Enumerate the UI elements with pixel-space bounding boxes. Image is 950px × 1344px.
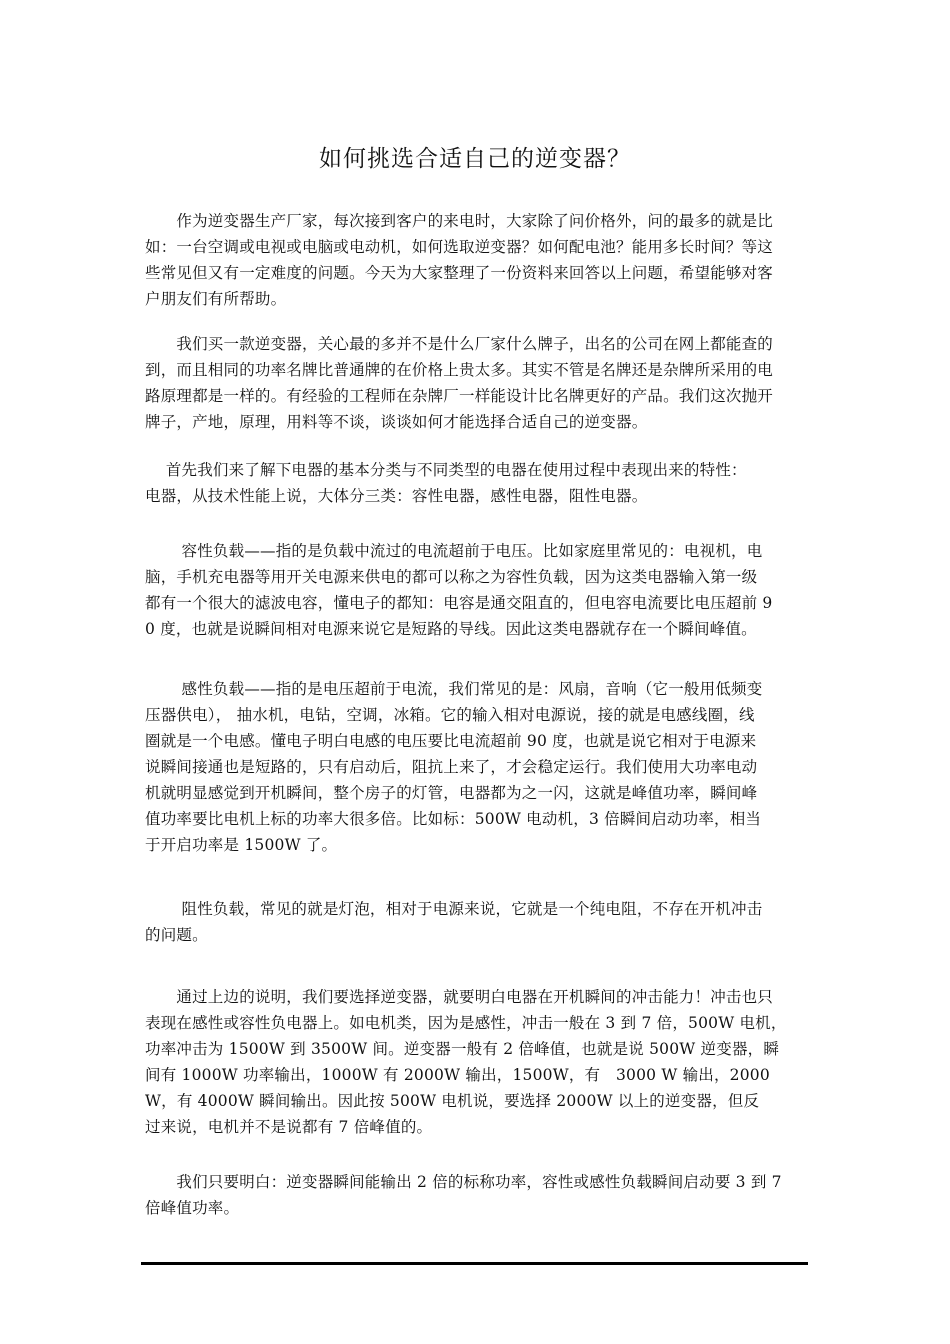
text-line: 倍峰值功率。 <box>145 1199 240 1217</box>
paragraph-capacitive-load <box>145 538 808 642</box>
text-line: 说瞬间接通也是短路的，只有启动后，阻抗上来了，才会稳定运行。我们使用大功率电动 <box>145 758 758 776</box>
text-line: 户朋友们有所帮助。 <box>145 290 287 308</box>
paragraph-inductive-load <box>145 676 808 858</box>
paragraph-intro <box>145 208 808 312</box>
text-line: 路原理都是一样的。有经验的工程师在杂牌厂一样能设计比名牌更好的产品。我们这次抛开 <box>145 387 774 405</box>
text-line: 压器供电）， 抽水机，电钻，空调，冰箱。它的输入相对电源说，接的就是电感线圈，线 <box>145 706 755 724</box>
text-line: 如：一台空调或电视或电脑或电动机，如何选取逆变器？如何配电池？能用多长时间？等这 <box>145 238 774 256</box>
text-line: 圈就是一个电感。懂电子明白电感的电压要比电流超前 90 度，也就是说它相对于电源来 <box>145 732 757 750</box>
text-line: 阻性负载，常见的就是灯泡，相对于电源来说，它就是一个纯电阻，不存在开机冲击 <box>145 900 763 918</box>
text-line: 都有一个很大的滤波电容，懂电子的都知：电容是通交阻直的，但电容电流要比电压超前 9 <box>145 594 773 612</box>
text-line: 我们买一款逆变器，关心最的多并不是什么厂家什么牌子，出名的公司在网上都能查的 <box>145 335 774 353</box>
paragraph-selection <box>145 984 808 1140</box>
text-line: 作为逆变器生产厂家，每次接到客户的来电时，大家除了问价格外，问的最多的就是比 <box>145 212 774 230</box>
text-line: 值功率要比电机上标的功率大很多倍。比如标：500W 电动机，3 倍瞬间启动功率，相当 <box>145 810 762 828</box>
text-line: 脑，手机充电器等用开关电源来供电的都可以称之为容性负载，因为这类电器输入第一级 <box>145 568 758 586</box>
text-line: 表现在感性或容性负电器上。如电机类，因为是感性，冲击一般在 3 到 7 倍，500W 电机， <box>145 1014 787 1032</box>
text-line: 牌子，产地，原理，用料等不谈，谈谈如何才能选择合适自己的逆变器。 <box>145 413 648 431</box>
text-line: 于开启功率是 1500W 了。 <box>145 836 338 854</box>
text-line: 间有 1000W 功率输出，1000W 有 2000W 输出，1500W，有 3000 W 输出，2000 <box>145 1066 770 1084</box>
text-line: 些常见但又有一定难度的问题。今天为大家整理了一份资料来回答以上问题，希望能够对客 <box>145 264 774 282</box>
text-line: W，有 4000W 瞬间输出。因此按 500W 电机说，要选择 2000W 以上的逆变器，但反 <box>145 1092 760 1110</box>
text-line: 电器，从技术性能上说，大体分三类：容性电器，感性电器，阻性电器。 <box>145 487 648 505</box>
document-title: 如何挑选合适自己的逆变器？ <box>319 146 631 172</box>
text-line: 首先我们来了解下电器的基本分类与不同类型的电器在使用过程中表现出来的特性： <box>145 461 747 479</box>
text-line: 0 度，也就是说瞬间相对电源来说它是短路的导线。因此这类电器就存在一个瞬间峰值。 <box>145 620 757 638</box>
paragraph-conclusion <box>145 1169 808 1221</box>
text-line: 通过上边的说明，我们要选择逆变器，就要明白电器在开机瞬间的冲击能力！冲击也只 <box>145 988 774 1006</box>
text-line: 过来说，电机并不是说都有 7 倍峰值的。 <box>145 1118 433 1136</box>
paragraph-classification <box>145 457 808 509</box>
text-line: 感性负载——指的是电压超前于电流，我们常见的是：风扇，音响（它一般用低频变 <box>145 680 763 698</box>
text-line: 我们只要明白：逆变器瞬间能输出 2 倍的标称功率，容性或感性负载瞬间启动要 3 到 7 <box>145 1173 782 1191</box>
text-line: 容性负载——指的是负载中流过的电流超前于电压。比如家庭里常见的：电视机，电 <box>145 542 763 560</box>
text-line: 机就明显感觉到开机瞬间，整个房子的灯管，电器都为之一闪，这就是峰值功率，瞬间峰 <box>145 784 758 802</box>
paragraph-resistive-load <box>145 896 808 948</box>
paragraph-brand <box>145 331 808 435</box>
text-line: 的问题。 <box>145 926 208 944</box>
footer-rule <box>141 1262 808 1265</box>
text-line: 功率冲击为 1500W 到 3500W 间。逆变器一般有 2 倍峰值，也就是说 500W 逆变器，瞬 <box>145 1040 780 1058</box>
text-line: 到，而且相同的功率名牌比普通牌的在价格上贵太多。其实不管是名牌还是杂牌所采用的电 <box>145 361 774 379</box>
